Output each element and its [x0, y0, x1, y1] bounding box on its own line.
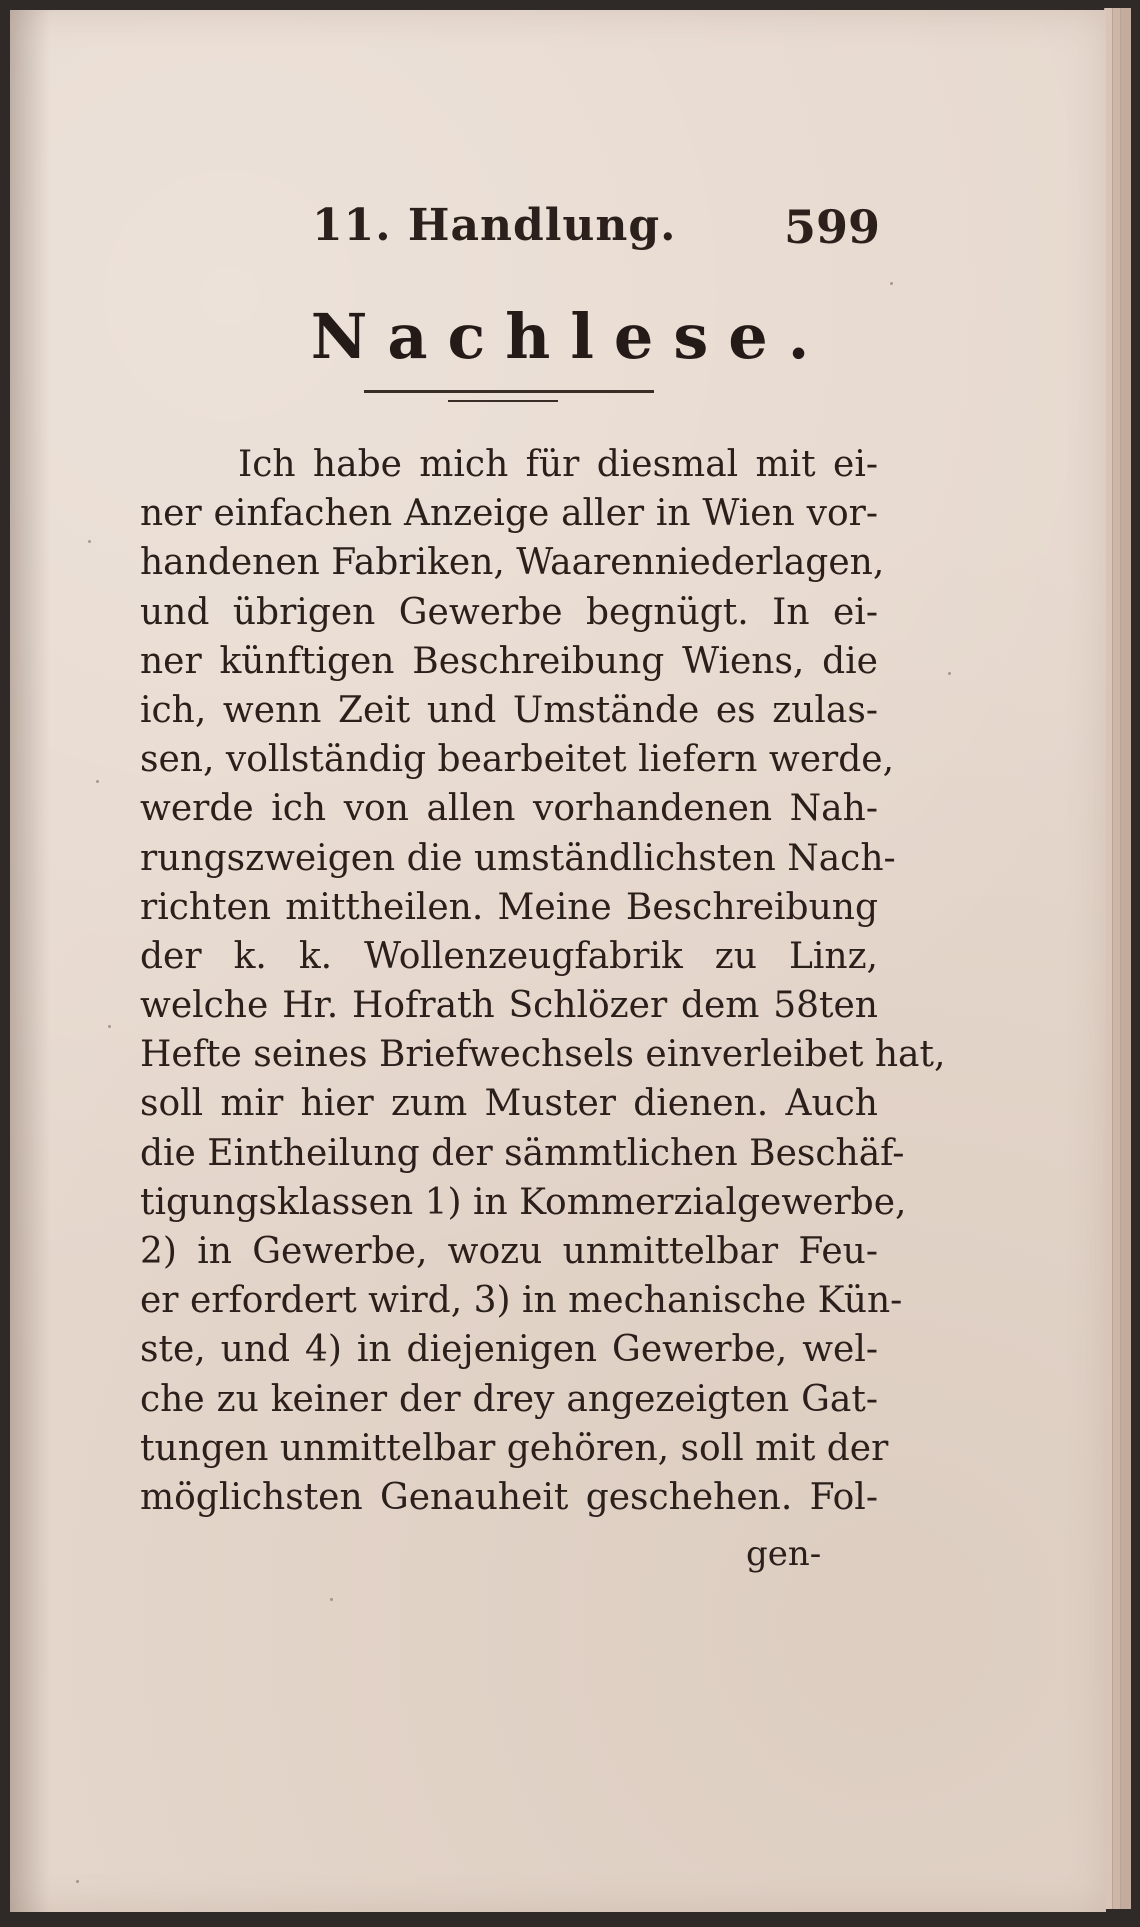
paper-speck	[76, 1880, 79, 1883]
text-line: Ich habe mich für diesmal mit ei-	[238, 444, 878, 485]
text-line: ste, und 4) in diejenigen Gewerbe, wel-	[140, 1329, 878, 1371]
text-line: 2) in Gewerbe, wozu unmittelbar Feu-	[140, 1231, 878, 1272]
page-header	[300, 200, 880, 270]
text-line: soll mir hier zum Muster dienen. Auch	[140, 1083, 878, 1125]
text-line: werde ich von allen vorhandenen Nah-	[140, 788, 878, 830]
text-line: che zu keiner der drey angezeigten Gat-	[140, 1378, 878, 1420]
text-line: sen, vollständig bearbeitet liefern werde,	[140, 739, 895, 781]
section-title: Nachlese.	[310, 300, 830, 373]
title-rule-short	[448, 400, 558, 402]
text-line: Hefte seines Briefwechsels einverleibet hat,	[140, 1034, 946, 1076]
text-line: ich, wenn Zeit und Umstände es zulas-	[140, 689, 878, 731]
paper-speck	[88, 540, 91, 543]
text-line: welche Hr. Hofrath Schlözer dem 58ten	[140, 985, 878, 1027]
text-line: handenen Fabriken, Waarenniederlagen,	[140, 542, 885, 584]
text-line: die Eintheilung der sämmtlichen Beschäf-	[140, 1132, 905, 1174]
paper-speck	[108, 1025, 111, 1028]
page-number: 599	[783, 200, 880, 254]
running-head: 11. Handlung.	[312, 200, 677, 251]
text-line: er erfordert wird, 3) in mechanische Kün-	[140, 1280, 903, 1322]
text-line: tungen unmittelbar gehören, soll mit der	[140, 1427, 889, 1469]
paper-speck	[96, 780, 99, 783]
text-line: ner künftigen Beschreibung Wiens, die	[140, 640, 878, 682]
text-line: der k. k. Wollenzeugfabrik zu Linz,	[140, 935, 878, 977]
paper-speck	[890, 282, 893, 285]
paper-speck	[330, 1598, 333, 1601]
page-edge	[1120, 8, 1131, 1909]
catchword: gen-	[746, 1534, 822, 1574]
text-line: rungszweigen die umständlichsten Nach-	[140, 837, 896, 879]
gutter-shadow	[10, 10, 50, 1912]
paper-speck	[948, 672, 951, 675]
body-paragraph	[140, 440, 946, 1522]
text-line: richten mittheilen. Meine Beschreibung	[140, 886, 878, 928]
text-line: möglichsten Genauheit geschehen. Fol-	[140, 1476, 878, 1518]
text-line: ner einfachen Anzeige aller in Wien vor-	[140, 493, 878, 535]
text-line: und übrigen Gewerbe begnügt. In ei-	[140, 591, 878, 633]
text-line: tigungsklassen 1) in Kommerzialgewerbe,	[140, 1181, 907, 1223]
title-rule	[364, 390, 654, 393]
